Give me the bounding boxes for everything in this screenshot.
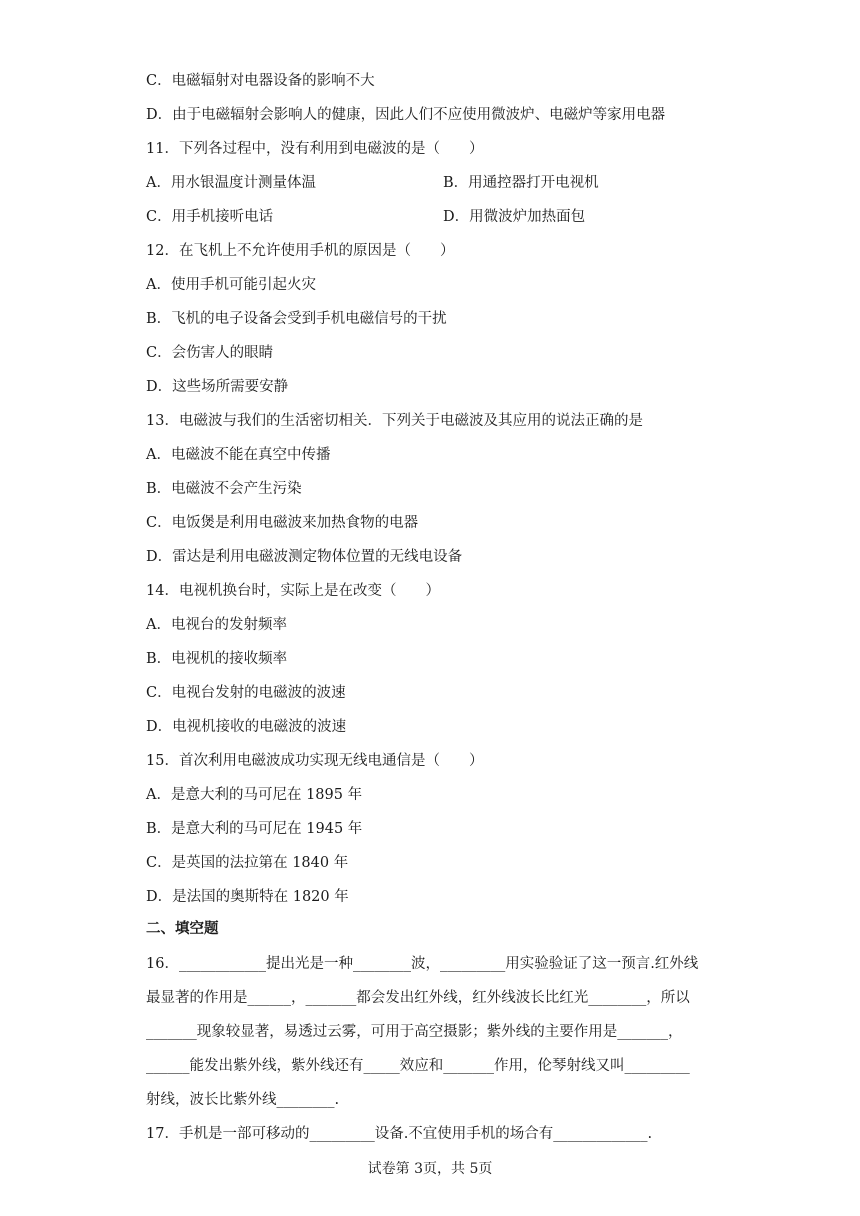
q12-option-a: A．使用手机可能引起火灾 [146,277,316,293]
q15-option-b: B．是意大利的马可尼在 1945 年 [146,821,363,837]
q15-option-d: D．是法国的奥斯特在 1820 年 [146,889,349,905]
q12-option-b: B．飞机的电子设备会受到手机电磁信号的干扰 [146,311,447,327]
q17-line-1: 17．手机是一部可移动的_________设备.不宜使用手机的场合有_____________. [146,1126,653,1142]
q15-option-a: A．是意大利的马可尼在 1895 年 [146,787,363,803]
q13-option-c: C．电饭煲是利用电磁波来加热食物的电器 [146,515,419,531]
q14-option-d: D．电视机接收的电磁波的波速 [146,719,347,735]
q11-stem: 11．下列各过程中，没有利用到电磁波的是（ ） [146,141,484,157]
q11-option-c: C．用手机接听电话 [146,209,274,225]
q14-stem: 14．电视机换台时，实际上是在改变（ ） [146,583,440,599]
q13-stem: 13．电磁波与我们的生活密切相关．下列关于电磁波及其应用的说法正确的是 [146,413,643,429]
q15-option-c: C．是英国的法拉第在 1840 年 [146,855,349,871]
q12-stem: 12．在飞机上不允许使用手机的原因是（ ） [146,243,455,259]
q13-option-d: D．雷达是利用电磁波测定物体位置的无线电设备 [146,549,463,565]
q14-option-a: A．电视台的发射频率 [146,617,287,633]
q16-line-4: ______能发出紫外线，紫外线还有_____效应和_______作用，伦琴射线又叫_________ [146,1058,690,1074]
section-title-fill-in: 二、填空题 [146,920,219,937]
q16-line-3: _______现象较显著，易透过云雾，可用于高空摄影；紫外线的主要作用是_______， [146,1024,683,1040]
q10-option-c: C．电磁辐射对电器设备的影响不大 [146,73,375,89]
q16-line-2: 最显著的作用是______，_______都会发出红外线，红外线波长比红光________，所以 [146,990,690,1006]
q16-line-5: 射线，波长比紫外线________. [146,1092,340,1108]
q12-option-d: D．这些场所需要安静 [146,379,289,395]
q10-option-d: D．由于电磁辐射会影响人的健康，因此人们不应使用微波炉、电磁炉等家用电器 [146,107,666,123]
q14-option-b: B．电视机的接收频率 [146,651,288,667]
q11-option-b: B．用通控器打开电视机 [443,175,599,191]
q11-option-a: A．用水银温度计测量体温 [146,175,316,191]
q11-option-d: D．用微波炉加热面包 [443,209,586,225]
q14-option-c: C．电视台发射的电磁波的波速 [146,685,346,701]
q13-option-a: A．电磁波不能在真空中传播 [146,447,331,463]
q12-option-c: C．会伤害人的眼睛 [146,345,274,361]
q15-stem: 15．首次利用电磁波成功实现无线电通信是（ ） [146,753,484,769]
q13-option-b: B．电磁波不会产生污染 [146,481,302,497]
page-footer: 试卷第 3页，共 5页 [367,1161,493,1177]
q16-line-1: 16．____________提出光是一种________波，_________用实验验证了这一预言.红外线 [146,956,699,972]
